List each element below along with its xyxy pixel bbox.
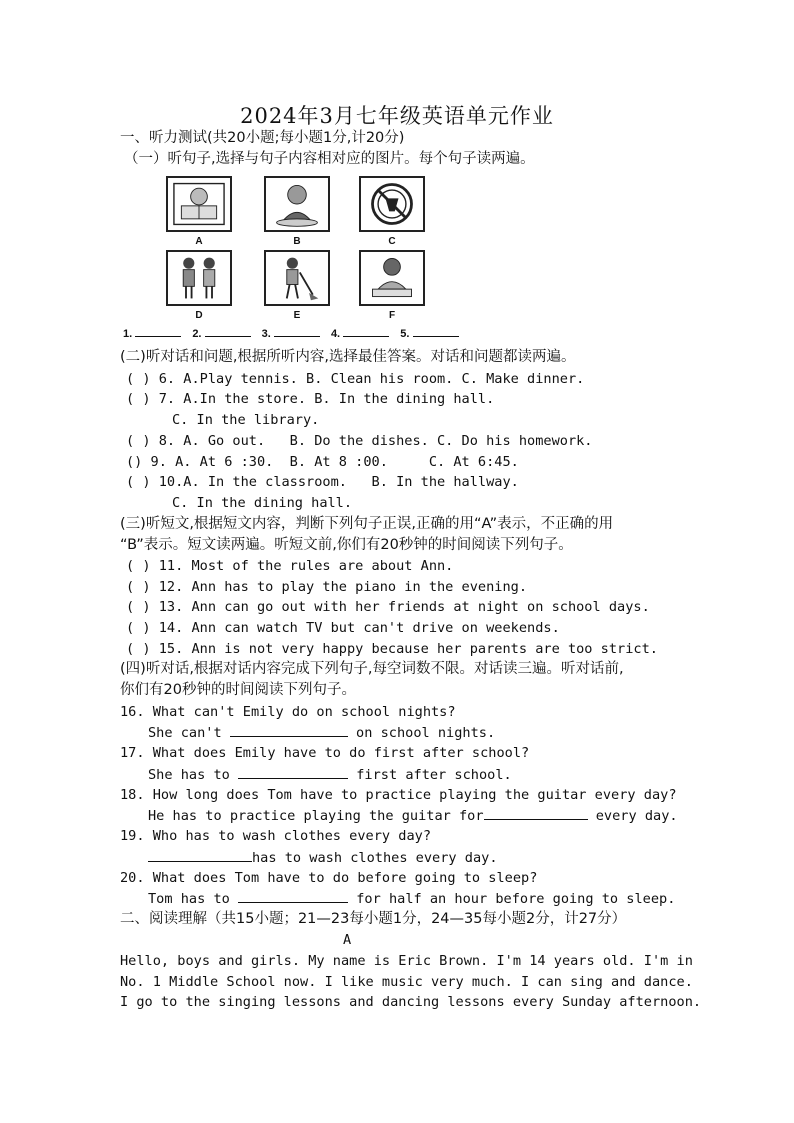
picture-label: B — [293, 236, 301, 247]
question-6: ( ) 6. A.Play tennis. B. Clean his room. C. Make dinner. — [126, 371, 585, 387]
part3-instruction-cont: “B”表示。短文读两遍。听短文前,你们有20秒钟的时间阅读下列句子。 — [120, 537, 573, 553]
part3-instruction: (三)听短文,根据短文内容，判断下列句子正误,正确的用“A”表示，不正确的用 — [120, 516, 614, 532]
blank-number: 5. — [400, 328, 410, 340]
passage-line: I go to the singing lessons and dancing lessons every Sunday afternoon. — [120, 994, 702, 1010]
question-9: () 9. A. At 6 :30. B. At 8 :00. C. At 6:45. — [126, 454, 519, 470]
question-7-option-c: C. In the library. — [172, 412, 320, 428]
section2-heading: 二、阅读理解（共15小题；21—23每小题1分，24—35每小题2分，计27分） — [120, 911, 627, 927]
passage-line: Hello, boys and girls. My name is Eric Brown. I'm 14 years old. I'm in — [120, 953, 693, 969]
answer-18-line — [148, 805, 678, 826]
picture-label: A — [195, 236, 203, 247]
answer-text: He has to practice playing the guitar for — [148, 808, 484, 824]
answer-20-line — [148, 888, 675, 909]
section1-heading: 一、听力测试(共20小题;每小题1分,计20分) — [120, 130, 405, 146]
question-7: ( ) 7. A.In the store. B. In the dining hall. — [126, 391, 495, 407]
answer-17-line — [148, 764, 512, 785]
two-students-icon — [166, 250, 232, 306]
question-20: 20. What does Tom have to do before going to sleep? — [120, 870, 538, 886]
answer-text: first after school. — [348, 767, 512, 783]
question-19: 19. Who has to wash clothes every day? — [120, 828, 431, 844]
question-12: ( ) 12. Ann has to play the piano in the evening. — [126, 579, 528, 595]
picture-label: F — [388, 310, 396, 321]
answer-text: She can't — [148, 725, 230, 741]
question-10-option-c: C. In the dining hall. — [172, 495, 353, 511]
part4-instruction-cont: 你们有20秒钟的时间阅读下列句子。 — [120, 682, 356, 698]
answer-text: every day. — [587, 808, 678, 824]
blank-number: 2. — [192, 328, 202, 340]
answer-blank[interactable] — [238, 764, 348, 779]
answer-text: on school nights. — [347, 725, 496, 741]
answer-blank[interactable] — [135, 326, 181, 337]
page-title: 2024年3月七年级英语单元作业 — [240, 104, 554, 128]
answer-blank[interactable] — [148, 847, 252, 862]
picture-label: E — [293, 310, 301, 321]
child-eating-icon — [264, 176, 330, 232]
student-writing-icon — [359, 250, 425, 306]
answer-blank[interactable] — [413, 326, 459, 337]
question-15: ( ) 15. Ann is not very happy because her parents are too strict. — [126, 641, 658, 657]
question-14: ( ) 14. Ann can watch TV but can't drive on weekends. — [126, 620, 560, 636]
no-sign-icon — [359, 176, 425, 232]
answer-19-line — [148, 847, 498, 868]
answer-blank[interactable] — [274, 326, 320, 337]
passage-label: A — [343, 932, 352, 948]
picture-label: D — [195, 310, 203, 321]
answer-text: has to wash clothes every day. — [252, 850, 498, 866]
answer-blank[interactable] — [230, 722, 348, 737]
question-8: ( ) 8. A. Go out. B. Do the dishes. C. Do his homework. — [126, 433, 593, 449]
answer-text: for half an hour before going to sleep. — [348, 891, 676, 907]
answer-blank[interactable] — [205, 326, 251, 337]
part2-instruction: (二)听对话和问题,根据所听内容,选择最佳答案。对话和问题都读两遍。 — [120, 349, 576, 365]
question-11: ( ) 11. Most of the rules are about Ann. — [126, 558, 454, 574]
answer-blank[interactable] — [484, 805, 588, 820]
question-16: 16. What can't Emily do on school nights? — [120, 704, 456, 720]
question-10: ( ) 10.A. In the classroom. B. In the hallway. — [126, 474, 519, 490]
student-reading-icon — [166, 176, 232, 232]
part4-instruction: (四)听对话,根据对话内容完成下列句子,每空词数不限。对话读三遍。听对话前, — [120, 661, 624, 677]
question-17: 17. What does Emily have to do first after school? — [120, 745, 530, 761]
answer-text: Tom has to — [148, 891, 239, 907]
blank-number: 3. — [261, 328, 271, 340]
answer-blank[interactable] — [343, 326, 389, 337]
answer-blanks-row — [123, 326, 467, 340]
question-18: 18. How long does Tom have to practice playing the guitar every day? — [120, 787, 677, 803]
question-13: ( ) 13. Ann can go out with her friends at night on school days. — [126, 599, 650, 615]
answer-blank[interactable] — [238, 888, 348, 903]
part1-instruction: （一）听句子,选择与句子内容相对应的图片。每个句子读两遍。 — [124, 151, 535, 167]
answer-text: She has to — [148, 767, 239, 783]
answer-16-line — [148, 722, 495, 743]
blank-number: 1. — [123, 328, 133, 340]
student-sweeping-icon — [264, 250, 330, 306]
picture-label: C — [388, 236, 396, 247]
blank-number: 4. — [330, 328, 341, 340]
passage-line: No. 1 Middle School now. I like music very much. I can sing and dance. — [120, 974, 693, 990]
